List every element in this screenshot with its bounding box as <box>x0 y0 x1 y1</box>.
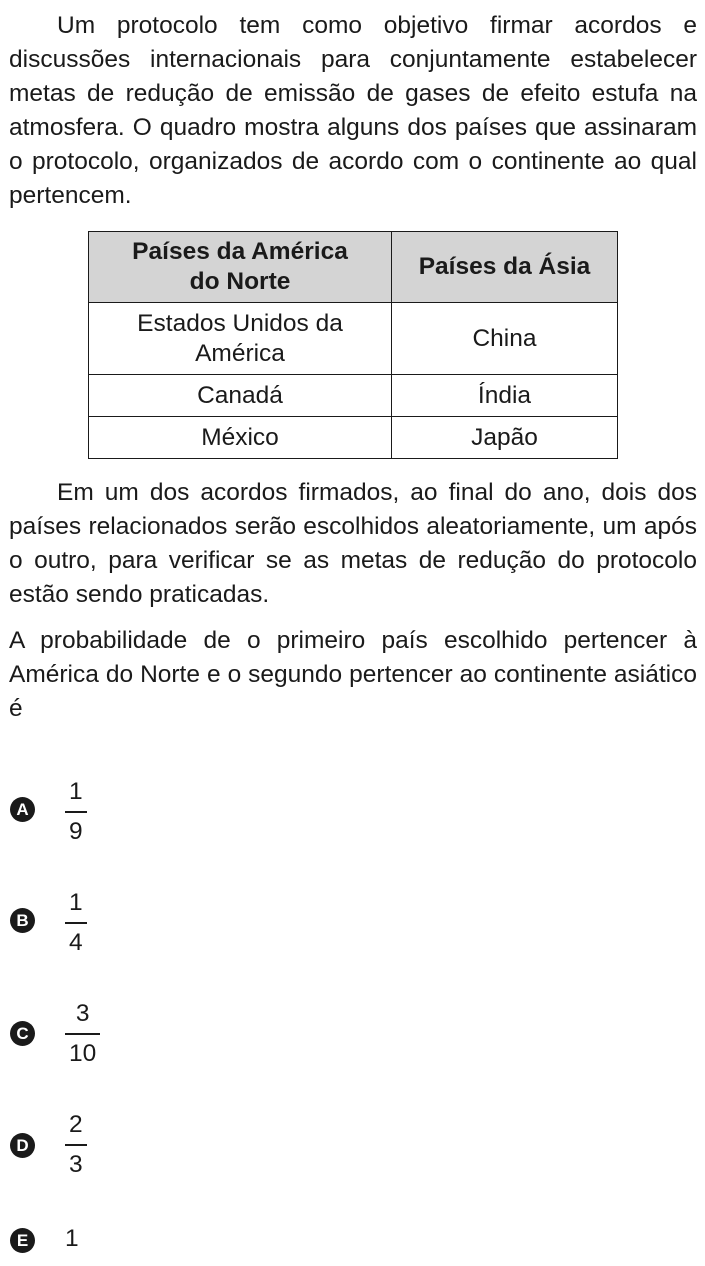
fraction-denominator: 10 <box>69 1040 97 1067</box>
fraction-denominator: 3 <box>69 1151 83 1178</box>
fraction <box>65 999 100 1069</box>
fraction-numerator: 1 <box>69 778 83 805</box>
fraction-bar <box>65 922 87 924</box>
option-letter-badge: B <box>10 908 35 933</box>
table-header-north-america: Países da América do Norte <box>89 232 392 303</box>
option-c[interactable] <box>10 999 310 1079</box>
fraction-numerator: 2 <box>69 1111 83 1138</box>
fraction-denominator: 9 <box>69 818 83 845</box>
fraction-bar <box>65 811 87 813</box>
option-d[interactable] <box>10 1110 310 1190</box>
fraction <box>65 777 87 847</box>
table-cell: Estados Unidos da América <box>89 303 392 375</box>
option-value: 1 <box>65 1225 79 1252</box>
option-e[interactable] <box>10 1224 310 1260</box>
fraction-numerator: 1 <box>69 889 83 916</box>
option-letter-badge: E <box>10 1228 35 1253</box>
option-b[interactable] <box>10 888 310 968</box>
question-paragraph: A probabilidade de o primeiro país escolhido pertencer à América do Norte e o segundo pertencer ao continente asiático é <box>9 627 697 722</box>
option-letter-badge: D <box>10 1133 35 1158</box>
countries-table <box>88 231 618 459</box>
table-cell: China <box>392 303 618 375</box>
fraction-bar <box>65 1033 100 1035</box>
table-row <box>89 303 618 375</box>
table-cell: Japão <box>392 417 618 459</box>
table-cell: Índia <box>392 375 618 417</box>
option-a[interactable] <box>10 777 310 857</box>
table-header-asia: Países da Ásia <box>392 232 618 303</box>
fraction-bar <box>65 1144 87 1146</box>
fraction-numerator: 3 <box>75 1000 90 1027</box>
fraction <box>65 888 87 958</box>
scenario-paragraph: Em um dos acordos firmados, ao final do ano, dois dos países relacionados serão escolhidos aleatoriamente, um após o outro, para verificar se as metas de redução do protocolo estão sendo praticadas. <box>9 479 697 608</box>
table-row <box>89 375 618 417</box>
fraction-denominator: 4 <box>69 929 83 956</box>
table-cell: Canadá <box>89 375 392 417</box>
option-letter-badge: C <box>10 1021 35 1046</box>
fraction <box>65 1110 87 1180</box>
option-letter-badge: A <box>10 797 35 822</box>
intro-paragraph: Um protocolo tem como objetivo firmar acordos e discussões internacionais para conjuntamente estabelecer metas de redução de emissão de gases de efeito estufa na atmosfera. O quadro mostra alguns dos países que assinaram o protocolo, organizados de acordo com o continente ao qual pertencem. <box>9 12 697 209</box>
table-row <box>89 417 618 459</box>
table-cell: México <box>89 417 392 459</box>
